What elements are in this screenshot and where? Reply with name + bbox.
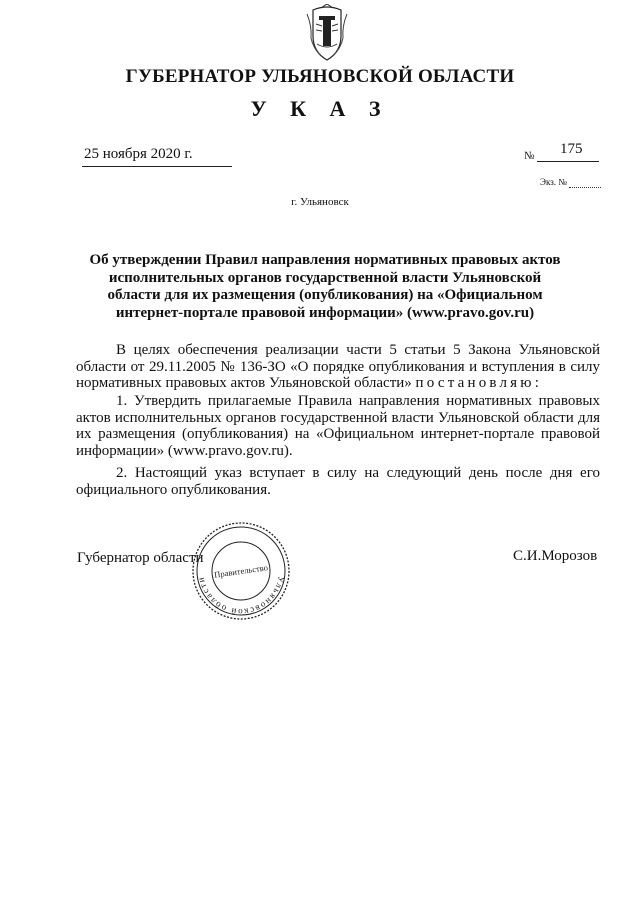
item-1: 1. Утвердить прилагаемые Правила направления нормативных правовых актов исполнительных органов государственной власти Ульяновской области для их размещения (опубликования) на «Официальном интернет-портале правовой информации» (www.pravo.gov.ru). [76,393,600,459]
official-seal-icon [190,520,292,622]
signer-name: С.И.Морозов [513,548,598,564]
item-2: 2. Настоящий указ вступает в силу на следующий день после дня его официального опубликования. [76,465,600,498]
document-number: 175 [560,141,583,157]
coat-of-arms-icon [303,4,351,62]
copy-label: Экз. № [540,177,567,187]
city: г. Ульяновск [291,196,349,208]
preamble-paragraph [76,342,600,392]
number-underline [537,161,599,162]
resolve-word: постановляю: [415,375,543,392]
seal-center-text: Правительство [213,562,269,580]
copy-underline [569,187,601,188]
number-sign: № [524,150,535,162]
seal-ring-text: Ульяновской области [195,575,287,618]
signer-title: Губернатор области [77,550,204,566]
document-date: 25 ноября 2020 г. [84,146,193,162]
svg-text:Ульяновской области [195,575,286,617]
authority-title: ГУБЕРНАТОР УЛЬЯНОВСКОЙ ОБЛАСТИ [125,66,515,87]
preamble-text: В целях обеспечения реализации части 5 статьи 5 Закона Ульяновской области от 29.11.2005 № 136-ЗО «О порядке опубликования и вступления в силу нормативных правовых актов Ульяновской области» [76,342,600,392]
date-underline [82,166,232,167]
document-subject: Об утверждении Правил направления нормативных правовых актов исполнительных органов государственной власти Ульяновской области для их размещения (опубликования) на «Официальном интернет-портале правовой информации» (www.pravo.gov.ru) [89,252,561,321]
document-type: У К А З [250,96,390,121]
